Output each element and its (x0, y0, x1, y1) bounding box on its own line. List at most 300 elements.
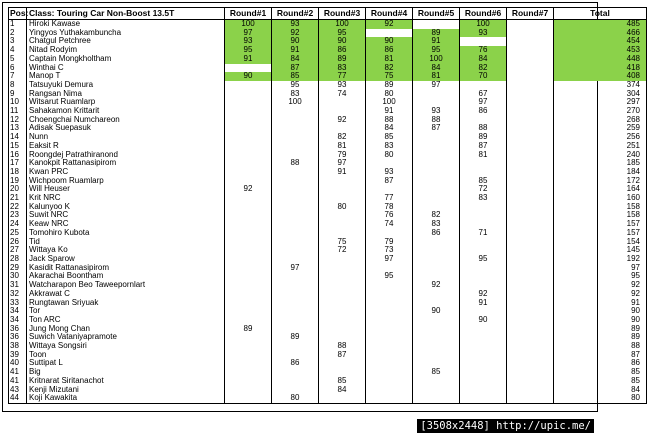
round4-score-cell: 95 (366, 272, 413, 281)
driver-name-cell: Suwich Vataniyapramote (27, 333, 225, 342)
round7-score-cell (507, 307, 554, 316)
total-cell: 485 (554, 20, 647, 29)
position-cell: 9 (9, 90, 27, 99)
round5-score-cell: 91 (413, 37, 460, 46)
round2-score-cell: 89 (272, 333, 319, 342)
round2-score-cell: 88 (272, 159, 319, 168)
total-cell: 418 (554, 64, 647, 73)
round7-score-cell (507, 238, 554, 247)
round6-score-cell: 70 (460, 72, 507, 81)
total-cell: 84 (554, 386, 647, 395)
table-row (9, 281, 647, 290)
round3-score-cell: 84 (319, 386, 366, 395)
round3-score-cell: 80 (319, 203, 366, 212)
round3-score-cell (319, 316, 366, 325)
total-cell: 256 (554, 133, 647, 142)
round6-score-cell (460, 272, 507, 281)
table-row (9, 185, 647, 194)
round7-score-cell (507, 264, 554, 273)
round1-score-cell (225, 333, 272, 342)
round3-score-cell (319, 290, 366, 299)
round5-score-cell (413, 133, 460, 142)
round6-score-cell (460, 368, 507, 377)
round6-score-cell: 67 (460, 90, 507, 99)
round4-score-cell: 76 (366, 211, 413, 220)
round6-score-cell: 92 (460, 290, 507, 299)
round4-score-cell: 73 (366, 246, 413, 255)
total-cell: 157 (554, 229, 647, 238)
driver-name-cell: Manop T (27, 72, 225, 81)
round1-score-cell: 93 (225, 37, 272, 46)
table-row (9, 203, 647, 212)
total-cell: 184 (554, 168, 647, 177)
round7-score-cell (507, 255, 554, 264)
round3-score-cell: 74 (319, 90, 366, 99)
pos-header: Pos: (10, 8, 29, 18)
round5-score-cell (413, 316, 460, 325)
round5-score-cell (413, 342, 460, 351)
round4-score-cell (366, 368, 413, 377)
round3-score-cell (319, 307, 366, 316)
round1-score-cell (225, 116, 272, 125)
round3-score-cell (319, 272, 366, 281)
total-cell: 297 (554, 98, 647, 107)
round2-score-cell (272, 185, 319, 194)
round7-score-cell (507, 394, 554, 403)
round7-score-cell (507, 299, 554, 308)
round6-score-cell (460, 342, 507, 351)
round7-score-cell (507, 107, 554, 116)
table-row (9, 37, 647, 46)
round5-score-cell: 97 (413, 81, 460, 90)
position-cell: 30 (9, 272, 27, 281)
table-row (9, 220, 647, 229)
round1-header: Round#1 (225, 8, 272, 20)
round6-score-cell: 85 (460, 177, 507, 186)
driver-name-cell: Suttipat L (27, 359, 225, 368)
position-cell: 12 (9, 116, 27, 125)
round5-score-cell: 81 (413, 72, 460, 81)
round7-score-cell (507, 368, 554, 377)
table-row (9, 299, 647, 308)
round7-score-cell (507, 220, 554, 229)
position-cell: 36 (9, 325, 27, 334)
round5-score-cell (413, 194, 460, 203)
round3-score-cell (319, 325, 366, 334)
total-cell: 145 (554, 246, 647, 255)
round5-score-cell (413, 255, 460, 264)
driver-name-cell: Nunn (27, 133, 225, 142)
table-row (9, 159, 647, 168)
position-cell: 25 (9, 229, 27, 238)
round2-score-cell (272, 220, 319, 229)
round2-score-cell: 91 (272, 46, 319, 55)
round2-score-cell: 80 (272, 394, 319, 403)
round6-score-cell (460, 333, 507, 342)
round2-score-cell: 85 (272, 72, 319, 81)
round5-score-cell (413, 159, 460, 168)
round6-header: Round#6 (460, 8, 507, 20)
round5-score-cell (413, 290, 460, 299)
round3-score-cell: 88 (319, 342, 366, 351)
round6-score-cell: 97 (460, 98, 507, 107)
position-cell: 26 (9, 238, 27, 247)
position-cell: 24 (9, 220, 27, 229)
round7-score-cell (507, 72, 554, 81)
round2-score-cell: 92 (272, 29, 319, 38)
round4-score-cell: 75 (366, 72, 413, 81)
position-cell: 20 (9, 185, 27, 194)
round6-score-cell: 91 (460, 299, 507, 308)
round4-score-cell: 84 (366, 124, 413, 133)
round5-score-cell: 83 (413, 220, 460, 229)
total-cell: 157 (554, 220, 647, 229)
table-row (9, 342, 647, 351)
round6-score-cell: 76 (460, 46, 507, 55)
table-row (9, 211, 647, 220)
round1-score-cell: 90 (225, 72, 272, 81)
driver-name-cell: Koji Kawakita (27, 394, 225, 403)
round4-score-cell: 89 (366, 81, 413, 90)
round7-score-cell (507, 81, 554, 90)
round3-score-cell (319, 394, 366, 403)
position-cell: 23 (9, 211, 27, 220)
round5-score-cell (413, 386, 460, 395)
round7-score-cell (507, 377, 554, 386)
driver-name-cell: Tor (27, 307, 225, 316)
round4-score-cell: 91 (366, 107, 413, 116)
round2-score-cell (272, 238, 319, 247)
table-row (9, 229, 647, 238)
round4-score-cell: 77 (366, 194, 413, 203)
round5-score-cell (413, 185, 460, 194)
round6-score-cell (460, 203, 507, 212)
round6-score-cell: 100 (460, 20, 507, 29)
round6-score-cell: 71 (460, 229, 507, 238)
driver-name-cell: Sahakamon Krittarit (27, 107, 225, 116)
table-row (9, 81, 647, 90)
round1-score-cell (225, 203, 272, 212)
round1-score-cell (225, 229, 272, 238)
round6-score-cell (460, 351, 507, 360)
round7-score-cell (507, 29, 554, 38)
table-row (9, 98, 647, 107)
round1-score-cell (225, 238, 272, 247)
total-cell: 92 (554, 281, 647, 290)
round1-score-cell (225, 281, 272, 290)
round2-score-cell (272, 290, 319, 299)
total-cell: 90 (554, 307, 647, 316)
round5-score-cell (413, 246, 460, 255)
driver-name-cell: Big (27, 368, 225, 377)
round2-score-cell: 95 (272, 81, 319, 90)
table-row (9, 377, 647, 386)
driver-name-cell: Kenji Mizutani (27, 386, 225, 395)
total-cell: 408 (554, 72, 647, 81)
round7-score-cell (507, 359, 554, 368)
round5-score-cell (413, 264, 460, 273)
round7-score-cell (507, 98, 554, 107)
position-cell: 41 (9, 368, 27, 377)
round4-score-cell: 97 (366, 255, 413, 264)
round6-score-cell (460, 211, 507, 220)
round6-score-cell: 88 (460, 124, 507, 133)
round4-score-cell: 86 (366, 46, 413, 55)
driver-name-cell: Chatgul Petchree (27, 37, 225, 46)
round2-score-cell (272, 177, 319, 186)
round7-score-cell (507, 55, 554, 64)
position-cell: 14 (9, 133, 27, 142)
driver-name-cell: Wittaya Ko (27, 246, 225, 255)
position-cell: 8 (9, 81, 27, 90)
round4-score-cell: 82 (366, 64, 413, 73)
total-cell: 270 (554, 107, 647, 116)
position-cell: 41 (9, 377, 27, 386)
round7-score-cell (507, 325, 554, 334)
round1-score-cell (225, 159, 272, 168)
driver-name-cell: Rungtawan Sriyuak (27, 299, 225, 308)
driver-name-cell: Yingyos Yuthakambuncha (27, 29, 225, 38)
position-cell: 28 (9, 255, 27, 264)
round7-score-cell (507, 229, 554, 238)
round3-score-cell: 91 (319, 168, 366, 177)
round4-score-cell (366, 359, 413, 368)
round3-score-cell (319, 359, 366, 368)
round6-score-cell: 90 (460, 316, 507, 325)
round3-header: Round#3 (319, 8, 366, 20)
round4-score-cell (366, 299, 413, 308)
driver-name-cell: Tomohiro Kubota (27, 229, 225, 238)
round6-score-cell (460, 325, 507, 334)
driver-name-cell: Kritnarat Siritanachot (27, 377, 225, 386)
round7-score-cell (507, 124, 554, 133)
round1-score-cell (225, 368, 272, 377)
total-cell: 95 (554, 272, 647, 281)
round4-score-cell (366, 342, 413, 351)
round2-score-cell: 90 (272, 37, 319, 46)
position-cell: 22 (9, 203, 27, 212)
table-row (9, 55, 647, 64)
driver-name-cell: Rangsan Nima (27, 90, 225, 99)
round2-score-cell (272, 316, 319, 325)
position-cell: 43 (9, 386, 27, 395)
table-row (9, 246, 647, 255)
round5-header: Round#5 (413, 8, 460, 20)
total-cell: 164 (554, 185, 647, 194)
total-cell: 85 (554, 377, 647, 386)
table-row (9, 64, 647, 73)
round6-score-cell: 89 (460, 133, 507, 142)
position-cell: 3 (9, 37, 27, 46)
round1-score-cell (225, 142, 272, 151)
total-cell: 192 (554, 255, 647, 264)
table-row (9, 194, 647, 203)
round1-score-cell: 95 (225, 46, 272, 55)
round4-header: Round#4 (366, 8, 413, 20)
round1-score-cell (225, 264, 272, 273)
total-cell: 158 (554, 211, 647, 220)
round3-score-cell: 95 (319, 29, 366, 38)
driver-name-cell: Akkrawat C (27, 290, 225, 299)
round5-score-cell: 86 (413, 229, 460, 238)
total-cell: 80 (554, 394, 647, 403)
round6-score-cell: 93 (460, 29, 507, 38)
total-header: Total (554, 8, 647, 20)
round2-score-cell: 86 (272, 359, 319, 368)
total-cell: 89 (554, 325, 647, 334)
driver-name-cell: Winthai C (27, 64, 225, 73)
round7-score-cell (507, 142, 554, 151)
total-cell: 160 (554, 194, 647, 203)
round3-score-cell: 82 (319, 133, 366, 142)
position-cell: 16 (9, 151, 27, 160)
round3-score-cell (319, 264, 366, 273)
class-header: Class: Touring Car Non-Boost 13.5T (27, 8, 225, 20)
round2-score-cell: 93 (272, 20, 319, 29)
round4-score-cell: 74 (366, 220, 413, 229)
table-row (9, 351, 647, 360)
round7-score-cell (507, 316, 554, 325)
total-cell: 453 (554, 46, 647, 55)
round3-score-cell (319, 177, 366, 186)
round1-score-cell (225, 220, 272, 229)
round4-score-cell: 78 (366, 203, 413, 212)
round3-score-cell: 97 (319, 159, 366, 168)
round4-score-cell: 92 (366, 20, 413, 29)
round1-score-cell (225, 151, 272, 160)
round3-score-cell: 92 (319, 116, 366, 125)
position-cell: 36 (9, 333, 27, 342)
round1-score-cell (225, 81, 272, 90)
round3-score-cell: 75 (319, 238, 366, 247)
driver-name-cell: Nitad Rodyim (27, 46, 225, 55)
total-cell: 86 (554, 359, 647, 368)
round6-score-cell: 87 (460, 142, 507, 151)
round7-score-cell (507, 272, 554, 281)
round7-score-cell (507, 290, 554, 299)
position-cell: 29 (9, 264, 27, 273)
standings-table (8, 7, 647, 404)
table-row (9, 177, 647, 186)
round4-score-cell (366, 351, 413, 360)
position-cell: 11 (9, 107, 27, 116)
position-cell: 39 (9, 351, 27, 360)
round3-score-cell: 89 (319, 55, 366, 64)
total-cell: 454 (554, 37, 647, 46)
position-cell: 34 (9, 316, 27, 325)
round5-score-cell: 88 (413, 116, 460, 125)
round4-score-cell (366, 281, 413, 290)
round5-score-cell (413, 238, 460, 247)
driver-name-cell: Captain Mongkholtham (27, 55, 225, 64)
round5-score-cell (413, 377, 460, 386)
position-cell: 10 (9, 98, 27, 107)
round5-score-cell: 85 (413, 368, 460, 377)
header-row (9, 8, 647, 20)
round6-score-cell (460, 159, 507, 168)
table-row (9, 72, 647, 81)
table-row (9, 359, 647, 368)
round7-header: Round#7 (507, 8, 554, 20)
table-row (9, 29, 647, 38)
round3-score-cell: 77 (319, 72, 366, 81)
table-row (9, 316, 647, 325)
position-cell: 13 (9, 124, 27, 133)
round3-score-cell: 90 (319, 37, 366, 46)
total-cell: 448 (554, 55, 647, 64)
round2-score-cell (272, 133, 319, 142)
round4-score-cell (366, 307, 413, 316)
total-cell: 268 (554, 116, 647, 125)
round1-score-cell (225, 342, 272, 351)
round4-score-cell (366, 325, 413, 334)
driver-name-cell: Watcharapon Beo Taweepornlart (27, 281, 225, 290)
round2-score-cell: 87 (272, 64, 319, 73)
total-cell: 91 (554, 299, 647, 308)
total-cell: 240 (554, 151, 647, 160)
round1-score-cell (225, 394, 272, 403)
round4-score-cell: 90 (366, 37, 413, 46)
round4-score-cell (366, 386, 413, 395)
round1-score-cell (225, 90, 272, 99)
total-cell: 97 (554, 264, 647, 273)
round1-score-cell (225, 272, 272, 281)
round4-score-cell: 81 (366, 55, 413, 64)
round5-score-cell: 87 (413, 124, 460, 133)
round7-score-cell (507, 64, 554, 73)
position-cell: 6 (9, 64, 27, 73)
driver-name-cell: Witsarut Ruamlarp (27, 98, 225, 107)
round6-score-cell: 72 (460, 185, 507, 194)
table-row (9, 116, 647, 125)
driver-name-cell: Toon (27, 351, 225, 360)
position-cell: 7 (9, 72, 27, 81)
round7-score-cell (507, 151, 554, 160)
position-cell: 18 (9, 168, 27, 177)
total-cell: 158 (554, 203, 647, 212)
round1-score-cell: 89 (225, 325, 272, 334)
round2-score-cell (272, 229, 319, 238)
round6-score-cell (460, 377, 507, 386)
round1-score-cell (225, 168, 272, 177)
driver-name-cell: Wichpoom Ruamlarp (27, 177, 225, 186)
round7-score-cell (507, 246, 554, 255)
round7-score-cell (507, 342, 554, 351)
round4-score-cell: 83 (366, 142, 413, 151)
round5-score-cell (413, 333, 460, 342)
total-cell: 87 (554, 351, 647, 360)
round2-score-cell (272, 194, 319, 203)
round1-score-cell (225, 255, 272, 264)
round5-score-cell: 82 (413, 211, 460, 220)
round2-score-cell (272, 246, 319, 255)
round6-score-cell: 84 (460, 55, 507, 64)
round2-score-cell: 97 (272, 264, 319, 273)
position-cell: 4 (9, 46, 27, 55)
position-cell: 34 (9, 307, 27, 316)
round6-score-cell: 95 (460, 255, 507, 264)
round4-score-cell (366, 290, 413, 299)
round2-score-cell: 84 (272, 55, 319, 64)
round3-score-cell (319, 220, 366, 229)
round4-score-cell: 87 (366, 177, 413, 186)
round3-score-cell (319, 255, 366, 264)
round4-score-cell (366, 377, 413, 386)
table-row (9, 133, 647, 142)
table-row (9, 394, 647, 403)
round2-score-cell (272, 342, 319, 351)
round5-score-cell (413, 394, 460, 403)
